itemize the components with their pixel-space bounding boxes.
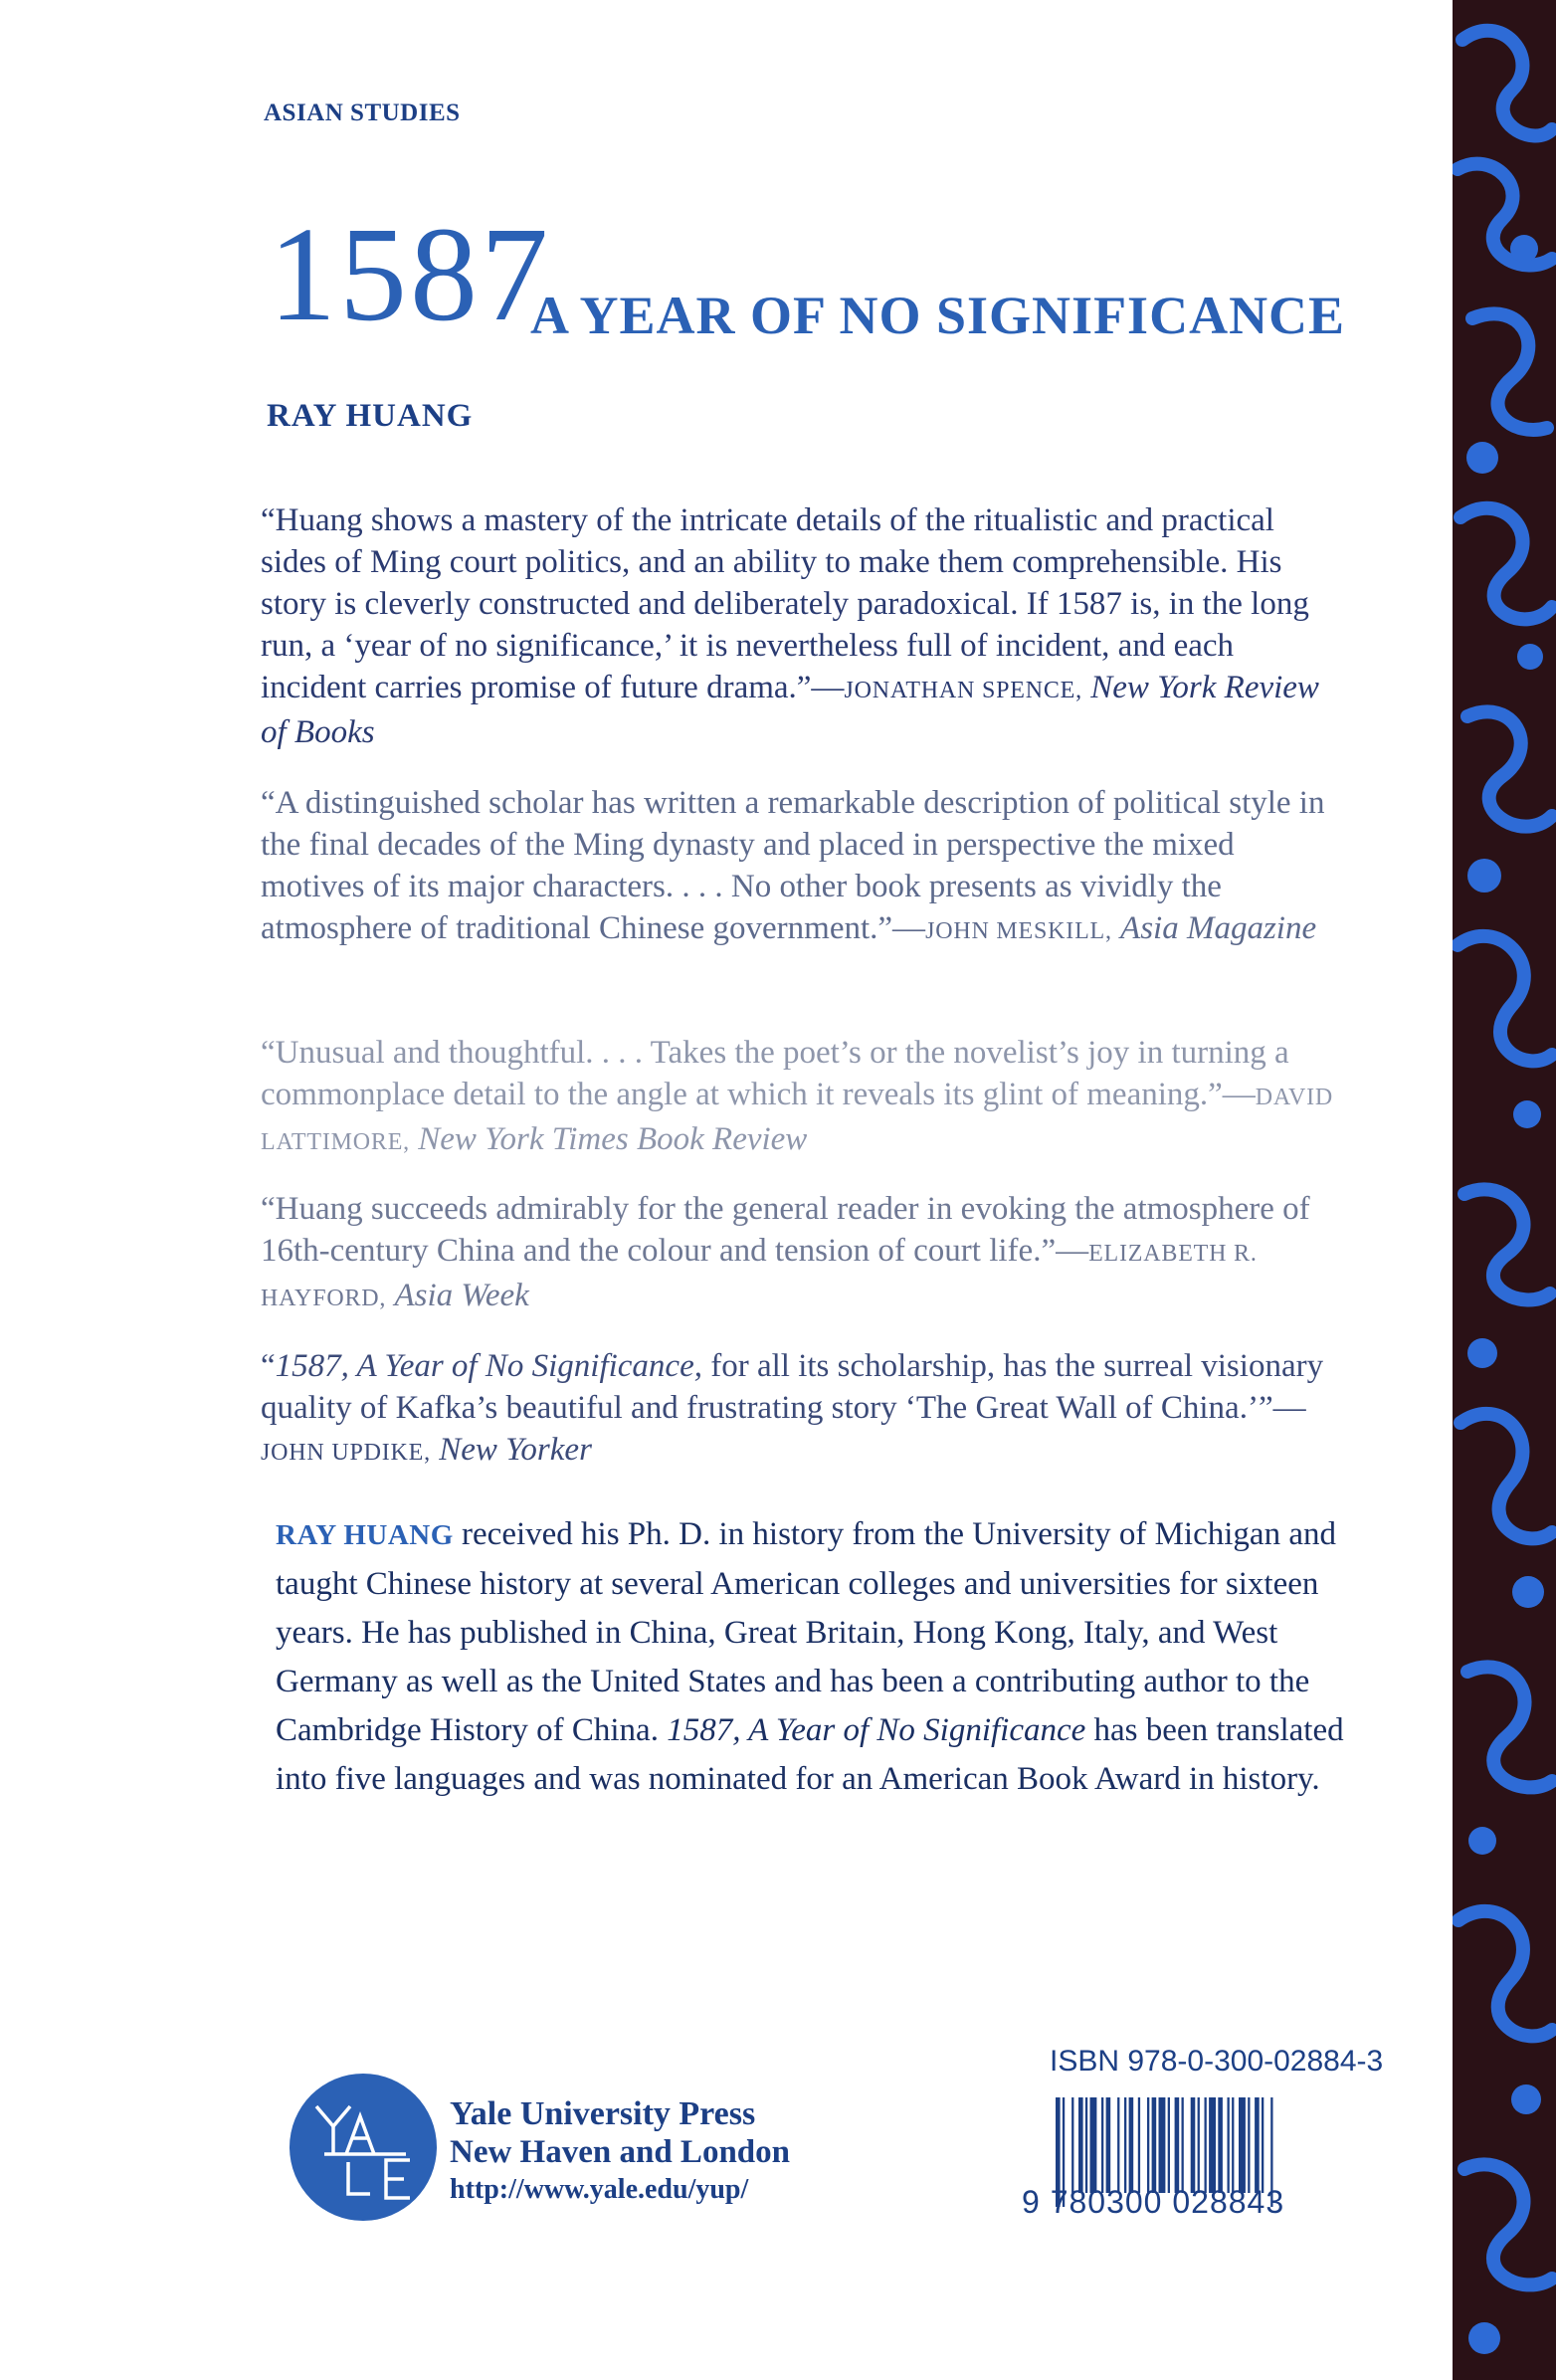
yale-logo-icon xyxy=(289,2073,438,2222)
barcode-bar xyxy=(1129,2097,1134,2193)
author-name: RAY HUANG xyxy=(267,398,474,434)
publisher-info xyxy=(450,2095,790,2209)
quote-source: New York Times Book Review xyxy=(418,1121,808,1157)
author-bio xyxy=(276,1510,1380,1804)
quote-text: “Huang succeeds admirably for the general reader in evoking the atmosphere of 16th-century China and the colour and tension of court life.”— xyxy=(261,1191,1310,1269)
review-quote-updike: “1587, A Year of No Significance, for all its scholarship, has the surreal visionary quality of Kafka’s beautiful and frustrating story ‘The Great Wall of China.’”—JOHN UPDIKE, New Yorker xyxy=(261,1348,1324,1468)
quote-source: Asia Week xyxy=(394,1278,529,1313)
barcode-bar xyxy=(1191,2097,1196,2193)
title-text: A YEAR OF NO SIGNIFICANCE xyxy=(530,286,1346,345)
barcode-bar xyxy=(1078,2097,1083,2193)
barcode-bar xyxy=(1255,2097,1260,2193)
publisher-url[interactable]: http://www.yale.edu/yup/ xyxy=(450,2174,749,2205)
barcode-bar xyxy=(1248,2097,1250,2193)
barcode-bar xyxy=(1262,2097,1264,2193)
quote-text: “Unusual and thoughtful. . . . Takes the poet’s or the novelist’s joy in turning a commonplace detail to the angle at which it reveals its glint of meaning.”— xyxy=(261,1035,1289,1112)
barcode-bar xyxy=(1159,2097,1166,2193)
publisher-city: New Haven and London xyxy=(450,2134,791,2170)
publisher-name: Yale University Press xyxy=(450,2095,756,2132)
quote-lead-title: 1587, A Year of No Significance, xyxy=(275,1348,702,1384)
quote-author: JOHN UPDIKE, xyxy=(261,1440,431,1466)
review-quote-lattimore xyxy=(261,1032,1335,1163)
quote-text: for all its scholarship, has the surreal visionary quality of Kafka’s beautiful and frustrating story ‘The Great Wall of China.’”— xyxy=(261,1348,1324,1426)
barcode-digits: 9 780300 028843 xyxy=(1022,2184,1285,2220)
barcode-bar xyxy=(1168,2097,1170,2193)
quote-author: JONATHAN SPENCE, xyxy=(844,678,1082,703)
barcode-bar xyxy=(1209,2097,1216,2193)
quote-text: “A distinguished scholar has written a remarkable description of political style in the final decades of the Ming dynasty and placed in perspective the mixed motives of its major characters. . . . No other book presents as vividly the atmosphere of traditional Chinese government.”— xyxy=(261,785,1325,946)
section-label: ASIAN STUDIES xyxy=(264,99,461,126)
cloud-pattern-icon xyxy=(1453,0,1556,2380)
barcode-bar xyxy=(1239,2097,1246,2193)
barcode-bar xyxy=(1090,2097,1097,2193)
barcode-bar xyxy=(1152,2097,1157,2193)
barcode-bar xyxy=(1198,2097,1200,2193)
quote-text: “Huang shows a mastery of the intricate details of the ritualistic and practical sides of Ming court politics, and an ability to make them comprehensible. His story is cleverly constructed and deliberately paradoxical. If 1587 is, in the long run, a ‘year of no significance,’ it is nevertheless full of incident, and each incident carries promise of future drama.”— xyxy=(261,502,1309,705)
quote-source: New Yorker xyxy=(439,1432,592,1468)
barcode-bar xyxy=(1218,2097,1223,2193)
isbn-label: ISBN 978-0-300-02884-3 xyxy=(1050,2045,1384,2078)
barcode-bar xyxy=(1175,2097,1180,2193)
quote-source: New York Review of Books xyxy=(261,670,1319,750)
review-quote-meskill xyxy=(261,782,1335,952)
quote-author: JOHN MESKILL, xyxy=(925,918,1112,944)
barcode-bar xyxy=(1124,2097,1126,2193)
review-quote-hayford xyxy=(261,1188,1335,1319)
barcode-bar xyxy=(1205,2097,1207,2193)
bio-book-title: 1587, A Year of No Significance xyxy=(667,1712,1086,1748)
bio-author-name: RAY HUANG xyxy=(276,1519,454,1551)
barcode-bar xyxy=(1147,2097,1149,2193)
quote-source: Asia Magazine xyxy=(1120,910,1317,946)
barcode-bar xyxy=(1228,2097,1230,2193)
barcode-bar xyxy=(1106,2097,1111,2193)
barcode-bar xyxy=(1085,2097,1087,2193)
title-number: 1587 xyxy=(269,200,551,349)
review-quote-spence xyxy=(261,499,1335,753)
barcode-bar xyxy=(1182,2097,1184,2193)
barcode-bar xyxy=(1101,2097,1103,2193)
bio-text-end: has been translated into five languages and was nominated for an American Book Award in history. xyxy=(276,1712,1344,1797)
quote-author: DAVID LATTIMORE, xyxy=(261,1085,1334,1155)
spine-decoration xyxy=(1453,0,1556,2380)
barcode-bar xyxy=(1138,2097,1140,2193)
barcode-bar xyxy=(1232,2097,1234,2193)
barcode-bar xyxy=(1117,2097,1119,2193)
bio-text: received his Ph. D. in history from the University of Michigan and taught Chinese history at several American colleges and universities for sixteen years. He has published in China, Great Britain, Hong Kong, Italy, and West Germany as well as the United States and has been a contributing author to the Cambridge History of China. xyxy=(276,1516,1336,1748)
quote-author: ELIZABETH R. HAYFORD, xyxy=(261,1241,1258,1311)
barcode-bar xyxy=(1071,2097,1073,2193)
